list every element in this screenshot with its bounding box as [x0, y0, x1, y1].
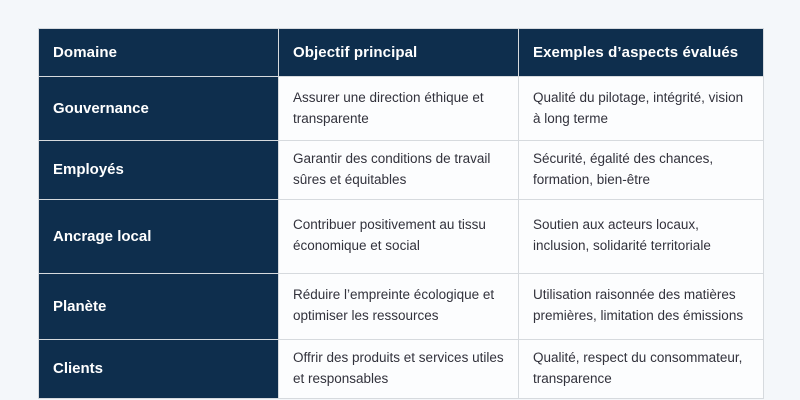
cell-objectif-employes: Garantir des conditions de travail sûres et équitables — [279, 141, 519, 200]
row-header-clients: Clients — [39, 339, 279, 398]
table-row-employes — [39, 141, 764, 200]
table-row-planete — [39, 273, 764, 339]
row-header-gouvernance: Gouvernance — [39, 77, 279, 141]
table-row-ancrage-local — [39, 199, 764, 273]
row-header-ancrage-local: Ancrage local — [39, 199, 279, 273]
cell-objectif-clients: Offrir des produits et services utiles et responsables — [279, 339, 519, 398]
cell-objectif-gouvernance: Assurer une direction éthique et transparente — [279, 77, 519, 141]
cell-exemples-planete: Utilisation raisonnée des matières premières, limitation des émissions — [519, 273, 764, 339]
row-header-planete: Planète — [39, 273, 279, 339]
column-header-objectif: Objectif principal — [279, 29, 519, 77]
cell-exemples-ancrage-local: Soutien aux acteurs locaux, inclusion, solidarité territoriale — [519, 199, 764, 273]
table-row-clients — [39, 339, 764, 398]
column-header-exemples: Exemples d’aspects évalués — [519, 29, 764, 77]
cell-objectif-ancrage-local: Contribuer positivement au tissu économique et social — [279, 199, 519, 273]
cell-exemples-clients: Qualité, respect du consommateur, transparence — [519, 339, 764, 398]
cell-objectif-planete: Réduire l’empreinte écologique et optimiser les ressources — [279, 273, 519, 339]
cell-exemples-employes: Sécurité, égalité des chances, formation, bien-être — [519, 141, 764, 200]
esg-table — [38, 28, 764, 399]
cell-exemples-gouvernance: Qualité du pilotage, intégrité, vision à long terme — [519, 77, 764, 141]
header-row — [39, 29, 764, 77]
column-header-domaine: Domaine — [39, 29, 279, 77]
table-wrapper — [38, 28, 763, 399]
table-row-gouvernance — [39, 77, 764, 141]
row-header-employes: Employés — [39, 141, 279, 200]
